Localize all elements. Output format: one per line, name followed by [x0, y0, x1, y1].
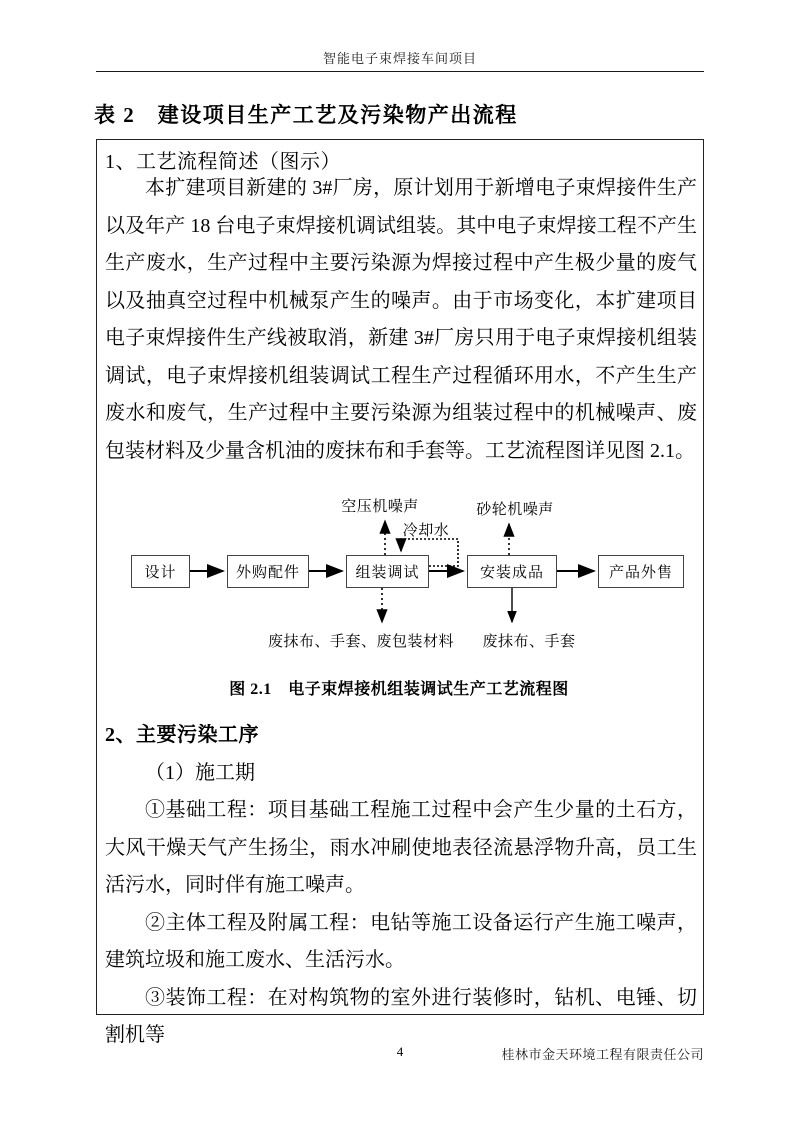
grinder-noise-label: 砂轮机噪声 [476, 502, 554, 518]
construction-item-foundation: ①基础工程：项目基础工程施工过程中会产生少量的土石方，大风干燥天气产生扬尘，雨水冲刷使地表径流悬浮物升高，员工生活污水，同时伴有施工噪声。 [105, 799, 697, 896]
process-flow-diagram [97, 481, 701, 681]
process-description-paragraph: 本扩建项目新建的 3#厂房，原计划用于新增电子束焊接件生产以及年产 18 台电子束焊接机调试组装。其中电子束焊接工程不产生生产废水，生产过程中主要污染源为焊接过程中产生极少量的废气以及抽真空过程中机械泵产生的噪声。由于市场变化，本扩建项目电子束焊接件生产线被取消，新建 3#厂房只用于电子束焊接机组装调试，电子束焊接机组装调试工程生产过程循环用水，不产生生产废水和废气，生产过程中主要污染源为组装过程中的机械噪声、废包装材料及少量含机油的废抹布和手套等。工艺流程图详见图 2.1。 [105, 177, 697, 462]
flow-box-design: 设计 [131, 555, 190, 588]
figure-caption: 图 2.1 电子束焊接机组装调试生产工艺流程图 [229, 681, 569, 698]
compressor-noise-label: 空压机噪声 [341, 499, 419, 515]
construction-period-subheading: （1）施工期 [145, 761, 255, 784]
construction-item-decoration: ③装饰工程：在对构筑物的室外进行装修时，钻机、电锤、切割机等 [105, 986, 697, 1046]
flow-box-install-finished: 安装成品 [467, 555, 557, 588]
header-rule [96, 71, 704, 72]
cooling-water-label: 冷却水 [402, 523, 450, 539]
flow-box-assembly-debug: 组装调试 [346, 555, 429, 588]
flow-box-product-sale: 产品外售 [598, 555, 684, 588]
table-title: 表 2 建设项目生产工艺及污染物产出流程 [94, 103, 518, 127]
flow-box-purchased-parts: 外购配件 [227, 555, 309, 588]
install-waste-label: 废抹布、手套 [482, 634, 576, 650]
footer-company-name: 桂林市金天环境工程有限责任公司 [501, 1047, 704, 1062]
assembly-waste-label: 废抹布、手套、废包装材料 [268, 634, 455, 650]
section-2-heading: 2、主要污染工序 [105, 724, 259, 746]
footer-page-number: 4 [396, 1044, 404, 1059]
content-border-box [96, 139, 704, 1046]
section-2 [105, 717, 697, 1055]
construction-item-main-works: ②主体工程及附属工程：电钻等施工设备运行产生施工噪声，建筑垃圾和施工废水、生活污水。 [105, 911, 697, 971]
section-1-heading: 1、工艺流程简述（图示） [105, 151, 341, 173]
page-header-project-title: 智能电子束焊接车间项目 [322, 51, 477, 66]
